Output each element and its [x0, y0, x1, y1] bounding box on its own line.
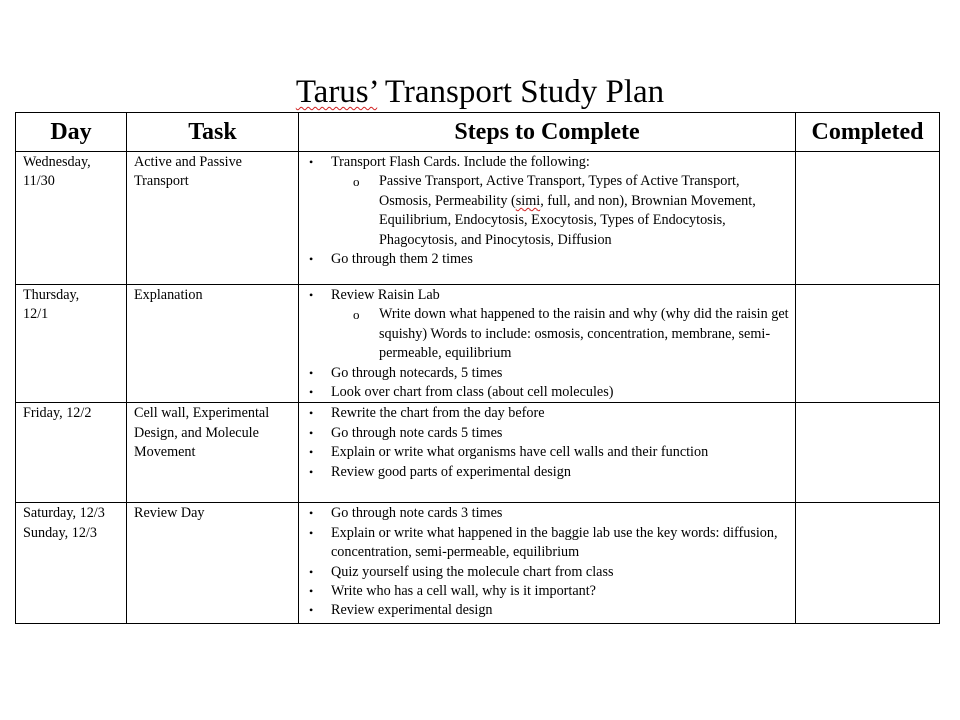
- study-plan-table: [15, 112, 940, 624]
- header-row: [16, 113, 940, 152]
- bullet-icon: •: [309, 506, 314, 521]
- completed-cell[interactable]: [796, 403, 940, 503]
- list-item: [305, 563, 791, 582]
- step-text: Review good parts of experimental design: [331, 463, 571, 480]
- list-item: [305, 504, 791, 523]
- list-item: [305, 153, 791, 172]
- day-line: 11/30: [23, 173, 55, 190]
- step-text: Review experimental design: [331, 602, 493, 619]
- sub-step-part: , full, and non), Brownian Movement, Equilibrium, Endocytosis, Exocytosis, Types of Endocytosis, Phagocytosis, and Pinocytosis, Diffusion: [379, 192, 756, 248]
- step-text: Look over chart from class (about cell molecules): [331, 384, 614, 401]
- step-text: Write who has a cell wall, why is it important?: [331, 583, 596, 600]
- task-text: Cell wall, Experimental Design, and Molecule Movement: [134, 405, 270, 461]
- list-item: [305, 286, 791, 305]
- bullet-icon: •: [309, 445, 314, 460]
- header-task: Task: [127, 113, 299, 152]
- sub-list-item: [305, 305, 791, 363]
- task-cell: [127, 403, 299, 503]
- sub-list-item: [305, 172, 791, 250]
- misspelled-word: simi: [515, 192, 541, 209]
- steps-cell: [299, 403, 796, 503]
- list-item: [305, 463, 791, 482]
- step-text: Go through them 2 times: [331, 251, 473, 268]
- step-text: Explain or write what happened in the baggie lab use the key words: diffusion, concentration, semi-permeable, equilibrium: [331, 524, 778, 561]
- header-day: Day: [16, 113, 127, 152]
- task-text: Review Day: [134, 505, 205, 522]
- step-text: Go through note cards 3 times: [331, 505, 503, 522]
- day-line: Sunday, 12/3: [23, 524, 97, 541]
- task-text: Explanation: [134, 287, 203, 303]
- bullet-icon: •: [309, 525, 314, 540]
- list-item: [305, 582, 791, 601]
- step-text: Review Raisin Lab: [331, 287, 440, 303]
- completed-cell[interactable]: [796, 285, 940, 403]
- task-text: Active and Passive Transport: [134, 154, 242, 190]
- day-line: Wednesday,: [23, 154, 91, 170]
- list-item: [305, 404, 791, 423]
- task-cell: [127, 503, 299, 624]
- task-cell: [127, 152, 299, 285]
- day-line: Thursday,: [23, 287, 80, 303]
- table-row: [16, 285, 940, 403]
- bullet-icon: •: [309, 155, 314, 169]
- sub-bullet-icon: o: [353, 174, 360, 190]
- bullet-icon: •: [309, 603, 314, 618]
- bullet-icon: •: [309, 464, 314, 479]
- completed-cell[interactable]: [796, 503, 940, 624]
- bullet-icon: •: [309, 365, 314, 380]
- list-item: [305, 601, 791, 620]
- step-text: Go through notecards, 5 times: [331, 364, 503, 381]
- step-text: Rewrite the chart from the day before: [331, 405, 545, 422]
- list-item: [305, 364, 791, 383]
- bullet-icon: •: [309, 385, 314, 400]
- step-text: Quiz yourself using the molecule chart from class: [331, 563, 614, 580]
- bullet-icon: •: [309, 564, 314, 579]
- sub-step-text: Write down what happened to the raisin and why (why did the raisin get squishy) Words to include: osmosis, concentration, membrane, semi-permeable, equilibrium: [379, 306, 789, 362]
- task-cell: [127, 285, 299, 403]
- completed-cell[interactable]: [796, 152, 940, 285]
- title-rest: Transport Study Plan: [377, 74, 665, 110]
- sub-bullet-icon: o: [353, 307, 360, 323]
- day-cell: [16, 503, 127, 624]
- list-item: [305, 424, 791, 443]
- day-cell: [16, 403, 127, 503]
- list-item: [305, 443, 791, 462]
- bullet-icon: •: [309, 406, 314, 421]
- step-text: Go through note cards 5 times: [331, 424, 503, 441]
- day-cell: [16, 152, 127, 285]
- bullet-icon: •: [309, 288, 314, 302]
- page-title: [0, 72, 960, 112]
- day-text: Friday, 12/2: [23, 405, 92, 422]
- bullet-icon: •: [309, 252, 314, 267]
- title-name-word: Tarus’: [295, 74, 378, 110]
- list-item: [305, 524, 791, 563]
- table-row: [16, 403, 940, 503]
- day-cell: [16, 285, 127, 403]
- steps-cell: [299, 503, 796, 624]
- steps-cell: [299, 285, 796, 403]
- steps-cell: [299, 152, 796, 285]
- day-line: Saturday, 12/3: [23, 505, 105, 522]
- list-item: [305, 383, 791, 402]
- day-line: 12/1: [23, 306, 49, 323]
- header-steps: Steps to Complete: [299, 113, 796, 152]
- step-text: Transport Flash Cards. Include the following:: [331, 154, 590, 170]
- list-item: [305, 250, 791, 269]
- step-text: Explain or write what organisms have cell walls and their function: [331, 444, 709, 461]
- sub-step-text: [379, 172, 791, 250]
- table-row: [16, 152, 940, 285]
- table-row: [16, 503, 940, 624]
- header-completed: Completed: [796, 113, 940, 152]
- sub-step-part: Passive Transport, Active Transport, Types of Active Transport, Osmosis, Permeability (: [379, 173, 740, 209]
- bullet-icon: •: [309, 584, 314, 599]
- bullet-icon: •: [309, 425, 314, 440]
